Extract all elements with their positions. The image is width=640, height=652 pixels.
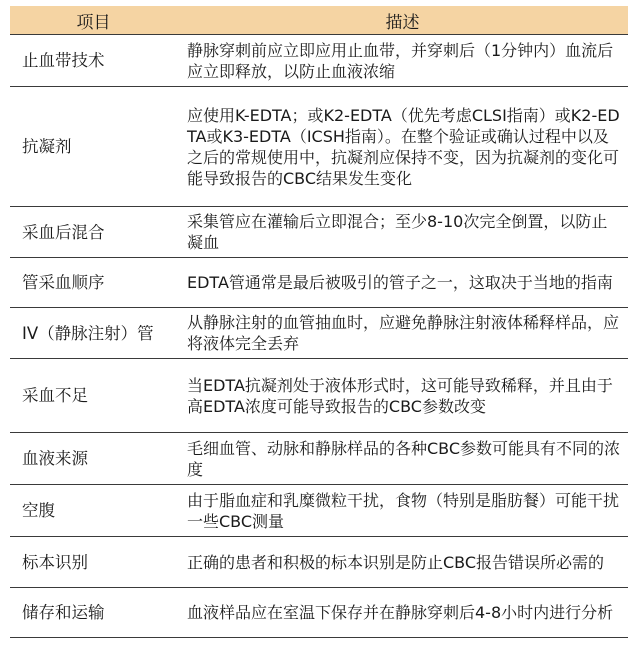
row-description: 静脉穿刺前应立即应用止血带，并穿刺后（1分钟内）血流后应立即释放，以防止血液浓缩: [177, 35, 628, 87]
row-description: 毛细血管、动脉和静脉样品的各种CBC参数可能具有不同的浓度: [177, 433, 628, 485]
table-row: [10, 588, 628, 638]
row-item: IV（静脉注射）管: [10, 308, 177, 359]
row-description: 当EDTA抗凝剂处于液体形式时，这可能导致稀释，并且由于高EDTA浓度可能导致报告的CBC参数改变: [177, 359, 628, 433]
table-row: [10, 35, 628, 87]
table-row: [10, 359, 628, 433]
table-row: [10, 537, 628, 588]
preanalytical-table: [10, 6, 628, 638]
row-description: 应使用K-EDTA；或K2-EDTA（优先考虑CLSI指南）或K2-EDTA或K3-EDTA（ICSH指南）。在整个验证或确认过程中以及之后的常规使用中，抗凝剂应保持不变，因为抗凝剂的变化可能导致报告的CBC结果发生变化: [177, 87, 628, 207]
row-description: 采集管应在灌输后立即混合；至少8-10次完全倒置，以防止凝血: [177, 207, 628, 258]
row-item: 管采血顺序: [10, 258, 177, 308]
header-description: 描述: [177, 6, 628, 35]
row-description: 由于脂血症和乳糜微粒干扰，食物（特别是脂肪餐）可能干扰一些CBC测量: [177, 485, 628, 537]
row-description: 血液样品应在室温下保存并在静脉穿刺后4-8小时内进行分析: [177, 588, 628, 638]
row-description: EDTA管通常是最后被吸引的管子之一，这取决于当地的指南: [177, 258, 628, 308]
row-item: 采血不足: [10, 359, 177, 433]
table-row: [10, 308, 628, 359]
row-description: 正确的患者和积极的标本识别是防止CBC报告错误所必需的: [177, 537, 628, 588]
table-row: [10, 258, 628, 308]
row-item: 采血后混合: [10, 207, 177, 258]
row-description: 从静脉注射的血管抽血时，应避免静脉注射液体稀释样品，应将液体完全丢弃: [177, 308, 628, 359]
table-header-row: [10, 6, 628, 35]
row-item: 血液来源: [10, 433, 177, 485]
header-item: 项目: [10, 6, 177, 35]
table-row: [10, 87, 628, 207]
row-item: 储存和运输: [10, 588, 177, 638]
table-row: [10, 207, 628, 258]
row-item: 标本识别: [10, 537, 177, 588]
row-item: 空腹: [10, 485, 177, 537]
table-row: [10, 433, 628, 485]
row-item: 抗凝剂: [10, 87, 177, 207]
table-container: [10, 6, 628, 638]
table-row: [10, 485, 628, 537]
row-item: 止血带技术: [10, 35, 177, 87]
